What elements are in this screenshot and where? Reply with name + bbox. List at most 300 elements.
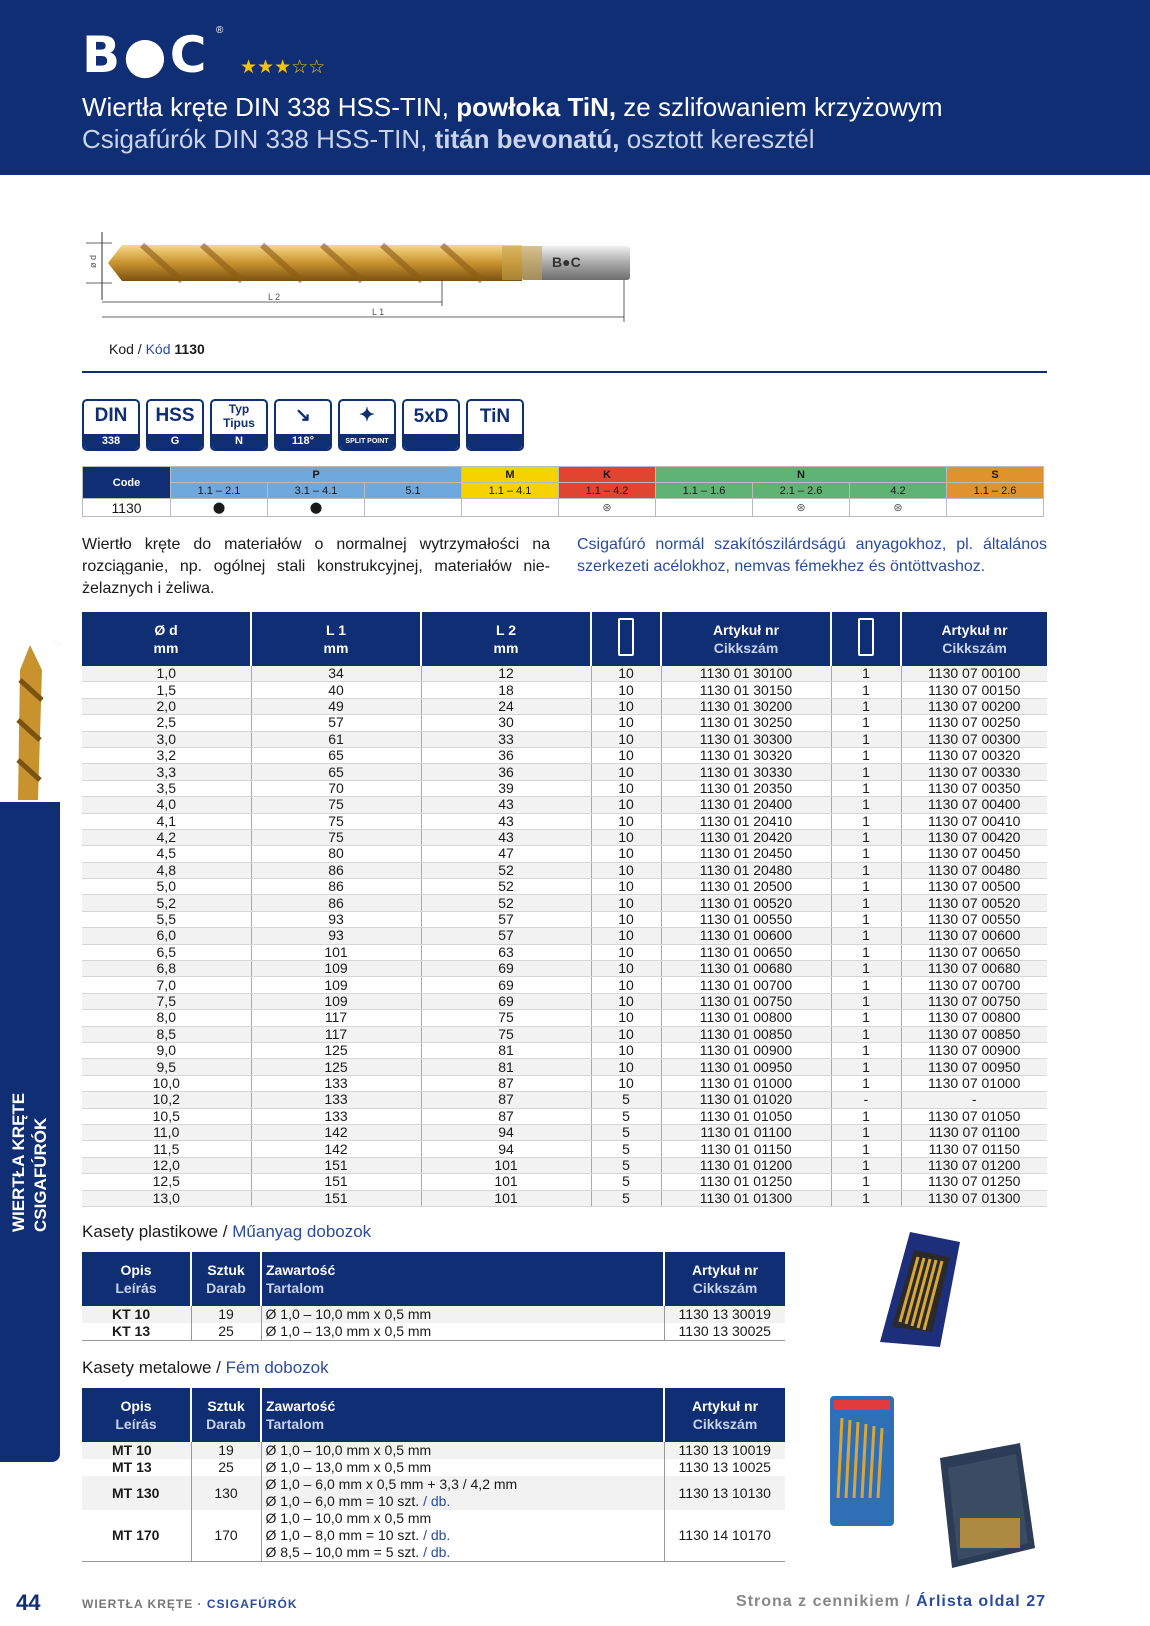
table-cell: 1130 01 01300 <box>661 1190 831 1206</box>
table-cell: 125 <box>251 1059 421 1075</box>
table-cell: 1 <box>831 780 901 796</box>
table-cell: 1 <box>831 1075 901 1091</box>
table-cell: 10 <box>591 747 661 763</box>
table-cell: 65 <box>251 747 421 763</box>
table-cell: 6,5 <box>82 944 251 960</box>
table-cell: 117 <box>251 1026 421 1042</box>
table-cell: 151 <box>251 1174 421 1190</box>
table-row <box>82 1141 1047 1157</box>
table-cell: 5 <box>591 1174 661 1190</box>
table-cell: 1130 01 00700 <box>661 977 831 993</box>
table-row <box>82 846 1047 862</box>
metal-boxes-table: Opis Leírás Sztuk Darab Zawartość Tartalom Artykuł nr Cikkszám MT 10 19 Ø 1,0 – 10,0 mm x 0,5 mm 1130 13 10019 MT 13 25 Ø 1,0 – 13,0 mm x 0,5 mm 1130 13 10025 MT 130 130 Ø 1,0 – 6,0 mm x 0,5 mm + 3,3 / 4,2 mm Ø 1,0 – 6,0 mm = 10 szt. / db. 1130 13 10130 MT 170 170 Ø 1,0 – 10,0 mm x 0,5 mm Ø 1,0 – 8,0 mm = 10 szt. / db. Ø 8,5 – 10,0 mm = 5 szt. / db. 1130 14 10170 <box>82 1388 785 1562</box>
table-cell: 10 <box>591 1026 661 1042</box>
table-cell: 1130 07 00650 <box>901 944 1047 960</box>
table-cell: 75 <box>421 1026 591 1042</box>
single-pack-icon <box>858 618 874 656</box>
table-cell: 1 <box>831 1108 901 1124</box>
table-cell: 75 <box>251 797 421 813</box>
table-cell: 6,8 <box>82 961 251 977</box>
table-row <box>82 1190 1047 1206</box>
table-cell: 10 <box>591 1010 661 1026</box>
description-hungarian: Csigafúró normál szakítószilárdságú anyagokhoz, pl. általános szerkezeti acélokhoz, nemvas fémekhez és öntöttvashoz. <box>577 536 1047 575</box>
table-row: KT 13 25 Ø 1,0 – 13,0 mm x 0,5 mm 1130 13 30025 <box>82 1323 785 1341</box>
col-diameter: Ø d mm <box>82 612 251 666</box>
table-cell: 1130 07 00480 <box>901 862 1047 878</box>
table-cell: 34 <box>251 666 421 682</box>
table-cell: 1130 01 30300 <box>661 731 831 747</box>
table-row <box>82 731 1047 747</box>
table-cell: 1 <box>831 829 901 845</box>
table-cell: 10 <box>591 911 661 927</box>
table-cell: 8,0 <box>82 1010 251 1026</box>
table-cell: 1 <box>831 944 901 960</box>
table-cell: 133 <box>251 1092 421 1108</box>
table-cell: 61 <box>251 731 421 747</box>
star-rating: ★★★☆☆ <box>240 57 326 78</box>
table-cell: 1130 07 00300 <box>901 731 1047 747</box>
table-cell: 1130 07 00410 <box>901 813 1047 829</box>
table-cell: 1130 01 01150 <box>661 1141 831 1157</box>
material-table: Code P M K N S 1.1 – 2.1 3.1 – 4.1 5.1 1.1 – 4.1 1.1 – 4.2 1.1 – 1.6 2.1 – 2.6 4.2 1.1 – 2.6 1130 ⬤ ⬤ ⊛ ⊛ ⊛ <box>82 466 1044 517</box>
table-cell: 1130 01 20410 <box>661 813 831 829</box>
table-cell: 4,8 <box>82 862 251 878</box>
table-cell: 1 <box>831 1174 901 1190</box>
footer-pricelist-ref: Strona z cennikiem / Árlista oldal 27 <box>736 1593 1046 1610</box>
table-cell: 1 <box>831 977 901 993</box>
table-row <box>82 1042 1047 1058</box>
plastic-boxes-title: Kasety plastikowe / Műanyag dobozok <box>82 1222 372 1241</box>
table-cell: 10 <box>591 944 661 960</box>
table-cell: 69 <box>421 961 591 977</box>
table-row <box>82 666 1047 682</box>
table-cell: 1130 01 30200 <box>661 698 831 714</box>
table-row <box>82 1092 1047 1108</box>
table-cell: 7,0 <box>82 977 251 993</box>
table-cell: 9,5 <box>82 1059 251 1075</box>
table-cell: 1130 07 01300 <box>901 1190 1047 1206</box>
table-row <box>82 944 1047 960</box>
table-cell: 1 <box>831 715 901 731</box>
table-row <box>82 862 1047 878</box>
boc-logo: B●C <box>82 26 210 84</box>
table-cell: 1130 07 00700 <box>901 977 1047 993</box>
table-cell: 1130 07 00850 <box>901 1026 1047 1042</box>
table-cell: 101 <box>421 1190 591 1206</box>
table-cell: 5 <box>591 1157 661 1173</box>
col-pack-single <box>831 612 901 666</box>
table-cell: 1130 07 00500 <box>901 879 1047 895</box>
table-cell: 1 <box>831 1042 901 1058</box>
table-cell: 49 <box>251 698 421 714</box>
table-cell: 109 <box>251 961 421 977</box>
table-cell: 1 <box>831 911 901 927</box>
table-cell: 1130 01 00520 <box>661 895 831 911</box>
table-cell: 57 <box>251 715 421 731</box>
table-cell: 1130 01 30150 <box>661 682 831 698</box>
table-row <box>82 961 1047 977</box>
table-row <box>82 1026 1047 1042</box>
plastic-boxes-table: Opis Leírás Sztuk Darab Zawartość Tartalom Artykuł nr Cikkszám KT 10 19 Ø 1,0 – 10,0 mm x 0,5 mm 1130 13 30019 KT 13 25 Ø 1,0 – 13,0 mm x 0,5 mm 1130 13 30025 <box>82 1252 785 1341</box>
table-row <box>82 829 1047 845</box>
table-row <box>82 1108 1047 1124</box>
table-cell: 65 <box>251 764 421 780</box>
table-row <box>82 797 1047 813</box>
table-cell: 10 <box>591 846 661 862</box>
table-cell: 1130 01 20350 <box>661 780 831 796</box>
table-cell: 1130 07 00200 <box>901 698 1047 714</box>
table-cell: 1,0 <box>82 666 251 682</box>
table-cell: 1130 07 01000 <box>901 1075 1047 1091</box>
table-cell: 1130 01 00550 <box>661 911 831 927</box>
table-cell: 1130 07 00950 <box>901 1059 1047 1075</box>
table-cell: 1130 01 01200 <box>661 1157 831 1173</box>
product-table <box>82 612 1047 1207</box>
table-cell: 10 <box>591 813 661 829</box>
table-cell: 7,5 <box>82 993 251 1009</box>
table-cell: 101 <box>421 1157 591 1173</box>
table-cell: 10,0 <box>82 1075 251 1091</box>
col-l2: L 2 mm <box>421 612 591 666</box>
table-cell: 4,5 <box>82 846 251 862</box>
table-row <box>82 1124 1047 1140</box>
table-cell: 1130 07 00600 <box>901 928 1047 944</box>
table-cell: 24 <box>421 698 591 714</box>
table-row: MT 10 19 Ø 1,0 – 10,0 mm x 0,5 mm 1130 13 10019 <box>82 1442 785 1459</box>
table-row <box>82 1059 1047 1075</box>
table-cell: - <box>901 1092 1047 1108</box>
split-point-badge: ✦ SPLIT POINT <box>338 399 396 451</box>
table-cell: 1130 01 01000 <box>661 1075 831 1091</box>
table-row <box>82 911 1047 927</box>
table-cell: 1130 07 01100 <box>901 1124 1047 1140</box>
table-cell: 4,0 <box>82 797 251 813</box>
split-point-icon: ✦ <box>359 405 375 426</box>
table-cell: 133 <box>251 1108 421 1124</box>
table-cell: 10,5 <box>82 1108 251 1124</box>
table-cell: 5,5 <box>82 911 251 927</box>
table-cell: 1130 01 00850 <box>661 1026 831 1042</box>
circle-icon: ⊛ <box>559 499 656 517</box>
table-cell: 1130 07 00150 <box>901 682 1047 698</box>
table-cell: 1 <box>831 1124 901 1140</box>
table-cell: 1 <box>831 862 901 878</box>
table-cell: 57 <box>421 928 591 944</box>
table-cell: 1 <box>831 993 901 1009</box>
table-cell: 5,0 <box>82 879 251 895</box>
table-cell: 4,2 <box>82 829 251 845</box>
table-cell: 1130 07 01150 <box>901 1141 1047 1157</box>
table-cell: 94 <box>421 1141 591 1157</box>
table-cell: 1130 07 00330 <box>901 764 1047 780</box>
table-cell: 3,5 <box>82 780 251 796</box>
table-cell: 11,0 <box>82 1124 251 1140</box>
title-polish: Wiertła kręte DIN 338 HSS-TIN, powłoka TiN, ze szlifowaniem krzyżowym <box>82 92 943 122</box>
table-cell: 1130 01 00800 <box>661 1010 831 1026</box>
circle-icon: ⊛ <box>850 499 947 517</box>
table-row <box>82 1157 1047 1173</box>
table-cell: 1,5 <box>82 682 251 698</box>
table-cell: 1130 01 01250 <box>661 1174 831 1190</box>
table-cell: 57 <box>421 911 591 927</box>
table-cell: 86 <box>251 879 421 895</box>
table-cell: 10,2 <box>82 1092 251 1108</box>
table-cell: 18 <box>421 682 591 698</box>
table-cell: 1 <box>831 731 901 747</box>
table-cell: 1 <box>831 1026 901 1042</box>
table-cell: 5 <box>591 1190 661 1206</box>
table-cell: 8,5 <box>82 1026 251 1042</box>
table-cell: 86 <box>251 862 421 878</box>
table-cell: 40 <box>251 682 421 698</box>
table-cell: 10 <box>591 1059 661 1075</box>
drill-closeup-image <box>0 640 60 802</box>
table-cell: 4,1 <box>82 813 251 829</box>
table-cell: 9,0 <box>82 1042 251 1058</box>
dot-icon: ⬤ <box>171 499 268 517</box>
table-cell: 3,2 <box>82 747 251 763</box>
table-cell: 10 <box>591 895 661 911</box>
table-cell: 75 <box>251 813 421 829</box>
col-article-box: Artykuł nr Cikkszám <box>661 612 831 666</box>
table-cell: 151 <box>251 1157 421 1173</box>
table-cell: 87 <box>421 1108 591 1124</box>
metal-case-photo-small <box>822 1388 902 1538</box>
table-cell: 1130 01 00600 <box>661 928 831 944</box>
table-cell: 1130 01 30330 <box>661 764 831 780</box>
table-row: MT 130 130 Ø 1,0 – 6,0 mm x 0,5 mm + 3,3 / 4,2 mm Ø 1,0 – 6,0 mm = 10 szt. / db. 1130 13 10130 <box>82 1476 785 1510</box>
table-cell: 10 <box>591 780 661 796</box>
diameter-label: ø d <box>88 254 98 268</box>
table-cell: 1130 07 00250 <box>901 715 1047 731</box>
table-cell: 1130 01 20480 <box>661 862 831 878</box>
table-cell: 87 <box>421 1092 591 1108</box>
table-cell: 10 <box>591 698 661 714</box>
table-row <box>82 895 1047 911</box>
table-cell: 109 <box>251 993 421 1009</box>
table-cell: 10 <box>591 666 661 682</box>
table-cell: 5 <box>591 1124 661 1140</box>
table-cell: 1130 07 00900 <box>901 1042 1047 1058</box>
table-cell: 101 <box>251 944 421 960</box>
table-row <box>82 1174 1047 1190</box>
page-number: 44 <box>16 1590 41 1615</box>
table-cell: 1130 07 00420 <box>901 829 1047 845</box>
table-cell: 2,5 <box>82 715 251 731</box>
table-cell: 63 <box>421 944 591 960</box>
table-cell: 1130 07 00520 <box>901 895 1047 911</box>
table-cell: 1130 07 01050 <box>901 1108 1047 1124</box>
table-cell: 52 <box>421 862 591 878</box>
table-cell: 1130 07 01250 <box>901 1174 1047 1190</box>
table-cell: 1130 01 20420 <box>661 829 831 845</box>
table-cell: 1130 07 00320 <box>901 747 1047 763</box>
table-cell: 1130 07 01200 <box>901 1157 1047 1173</box>
table-cell: 10 <box>591 731 661 747</box>
table-cell: 69 <box>421 993 591 1009</box>
table-cell: 12,5 <box>82 1174 251 1190</box>
table-cell: 6,0 <box>82 928 251 944</box>
description-polish: Wiertło kręte do materiałów o normalnej wytrzymałości na rozciąganie, np. ogólnej stali konstrukcyjnej, materiałów nieżelaznych i żeliwa. <box>82 536 550 597</box>
table-cell: 1130 07 00750 <box>901 993 1047 1009</box>
table-cell: 3,3 <box>82 764 251 780</box>
table-cell: 39 <box>421 780 591 796</box>
5xd-badge: 5xD <box>402 399 460 451</box>
metal-case-photo-large <box>930 1438 1040 1578</box>
table-cell: 1130 01 01050 <box>661 1108 831 1124</box>
col-l1: L 1 mm <box>251 612 421 666</box>
table-cell: 10 <box>591 829 661 845</box>
table-cell: 1 <box>831 797 901 813</box>
hss-badge: HSS G <box>146 399 204 451</box>
col-pack-box <box>591 612 661 666</box>
table-cell: 52 <box>421 879 591 895</box>
table-cell: 1 <box>831 666 901 682</box>
footer-section-label: WIERTŁA KRĘTE · CSIGAFÚRÓK <box>82 1597 298 1611</box>
table-cell: 142 <box>251 1141 421 1157</box>
table-cell: 10 <box>591 993 661 1009</box>
table-cell: 87 <box>421 1075 591 1091</box>
table-cell: 1130 01 00750 <box>661 993 831 1009</box>
table-cell: 75 <box>421 1010 591 1026</box>
table-cell: 43 <box>421 813 591 829</box>
table-cell: 117 <box>251 1010 421 1026</box>
dot-icon: ⬤ <box>268 499 365 517</box>
table-cell: 1130 01 20400 <box>661 797 831 813</box>
table-cell: 12 <box>421 666 591 682</box>
table-cell: 3,0 <box>82 731 251 747</box>
table-row <box>82 928 1047 944</box>
table-cell: 1 <box>831 846 901 862</box>
table-cell: 133 <box>251 1075 421 1091</box>
table-cell: 12,0 <box>82 1157 251 1173</box>
table-row <box>82 682 1047 698</box>
table-row <box>82 993 1047 1009</box>
table-row <box>82 1010 1047 1026</box>
angle-icon: ↘ <box>295 405 311 426</box>
table-cell: 2,0 <box>82 698 251 714</box>
divider <box>82 371 1047 373</box>
table-cell: 10 <box>591 862 661 878</box>
table-cell: 1130 01 30250 <box>661 715 831 731</box>
table-row <box>82 977 1047 993</box>
table-cell: 101 <box>421 1174 591 1190</box>
table-cell: 1130 07 00100 <box>901 666 1047 682</box>
table-cell: 151 <box>251 1190 421 1206</box>
type-badge: Typ Tipus N <box>210 399 268 451</box>
table-cell: 1 <box>831 698 901 714</box>
din-badge: DIN 338 <box>82 399 140 451</box>
table-cell: 5 <box>591 1108 661 1124</box>
table-cell: 1 <box>831 1141 901 1157</box>
table-cell: 10 <box>591 961 661 977</box>
table-cell: 86 <box>251 895 421 911</box>
registered-mark: ® <box>216 25 224 36</box>
title-hungarian: Csigafúrók DIN 338 HSS-TIN, titán bevonatú, osztott keresztél <box>82 124 815 154</box>
metal-boxes-title: Kasety metalowe / Fém dobozok <box>82 1358 329 1377</box>
table-cell: 70 <box>251 780 421 796</box>
table-cell: 1 <box>831 879 901 895</box>
table-cell: 1130 01 01100 <box>661 1124 831 1140</box>
table-cell: 43 <box>421 829 591 845</box>
table-row <box>82 813 1047 829</box>
side-tab <box>0 640 60 1462</box>
table-cell: 1 <box>831 1190 901 1206</box>
table-row <box>82 764 1047 780</box>
table-cell: 1 <box>831 895 901 911</box>
table-cell: 1130 07 00680 <box>901 961 1047 977</box>
table-cell: 75 <box>251 829 421 845</box>
table-cell: 1 <box>831 1010 901 1026</box>
table-cell: 1130 01 00950 <box>661 1059 831 1075</box>
plastic-case-photo <box>870 1222 970 1352</box>
table-cell: 1 <box>831 682 901 698</box>
table-cell: 1130 01 01020 <box>661 1092 831 1108</box>
table-cell: 1130 01 20450 <box>661 846 831 862</box>
table-cell: 33 <box>421 731 591 747</box>
table-cell: 43 <box>421 797 591 813</box>
table-cell: 142 <box>251 1124 421 1140</box>
table-row: MT 13 25 Ø 1,0 – 13,0 mm x 0,5 mm 1130 13 10025 <box>82 1459 785 1476</box>
table-cell: 1130 07 00800 <box>901 1010 1047 1026</box>
table-row <box>82 780 1047 796</box>
table-cell: 10 <box>591 682 661 698</box>
circle-icon: ⊛ <box>753 499 850 517</box>
table-row <box>82 715 1047 731</box>
table-cell: 11,5 <box>82 1141 251 1157</box>
table-cell: 36 <box>421 747 591 763</box>
table-cell: 10 <box>591 797 661 813</box>
col-article-single: Artykuł nr Cikkszám <box>901 612 1047 666</box>
table-cell: 5 <box>591 1141 661 1157</box>
table-cell: 1130 07 00400 <box>901 797 1047 813</box>
table-cell: 1130 01 30100 <box>661 666 831 682</box>
header-banner <box>0 0 1150 175</box>
shank-brand: B●C <box>552 254 581 270</box>
table-cell: 13,0 <box>82 1190 251 1206</box>
table-cell: 81 <box>421 1059 591 1075</box>
table-cell: 10 <box>591 977 661 993</box>
table-cell: 1130 07 00350 <box>901 780 1047 796</box>
table-cell: 10 <box>591 764 661 780</box>
table-cell: 1130 01 00900 <box>661 1042 831 1058</box>
table-cell: 93 <box>251 928 421 944</box>
table-cell: 81 <box>421 1042 591 1058</box>
point-angle-badge: ↘ 118° <box>274 399 332 451</box>
table-cell: 10 <box>591 928 661 944</box>
table-cell: 10 <box>591 1075 661 1091</box>
table-row <box>82 879 1047 895</box>
table-cell: 1 <box>831 928 901 944</box>
table-cell: 93 <box>251 911 421 927</box>
table-cell: 94 <box>421 1124 591 1140</box>
l2-label: L 2 <box>268 292 281 302</box>
table-cell: 1 <box>831 1157 901 1173</box>
tin-badge: TiN <box>466 399 524 451</box>
table-cell: 1130 01 00650 <box>661 944 831 960</box>
table-cell: 69 <box>421 977 591 993</box>
table-cell: 47 <box>421 846 591 862</box>
code-header: Code <box>83 467 171 499</box>
table-cell: 52 <box>421 895 591 911</box>
table-row <box>82 1075 1047 1091</box>
table-cell: 1130 07 00550 <box>901 911 1047 927</box>
table-cell: 10 <box>591 715 661 731</box>
table-cell: 1130 01 20500 <box>661 879 831 895</box>
table-cell: 10 <box>591 1042 661 1058</box>
table-cell: 36 <box>421 764 591 780</box>
table-cell: - <box>831 1092 901 1108</box>
